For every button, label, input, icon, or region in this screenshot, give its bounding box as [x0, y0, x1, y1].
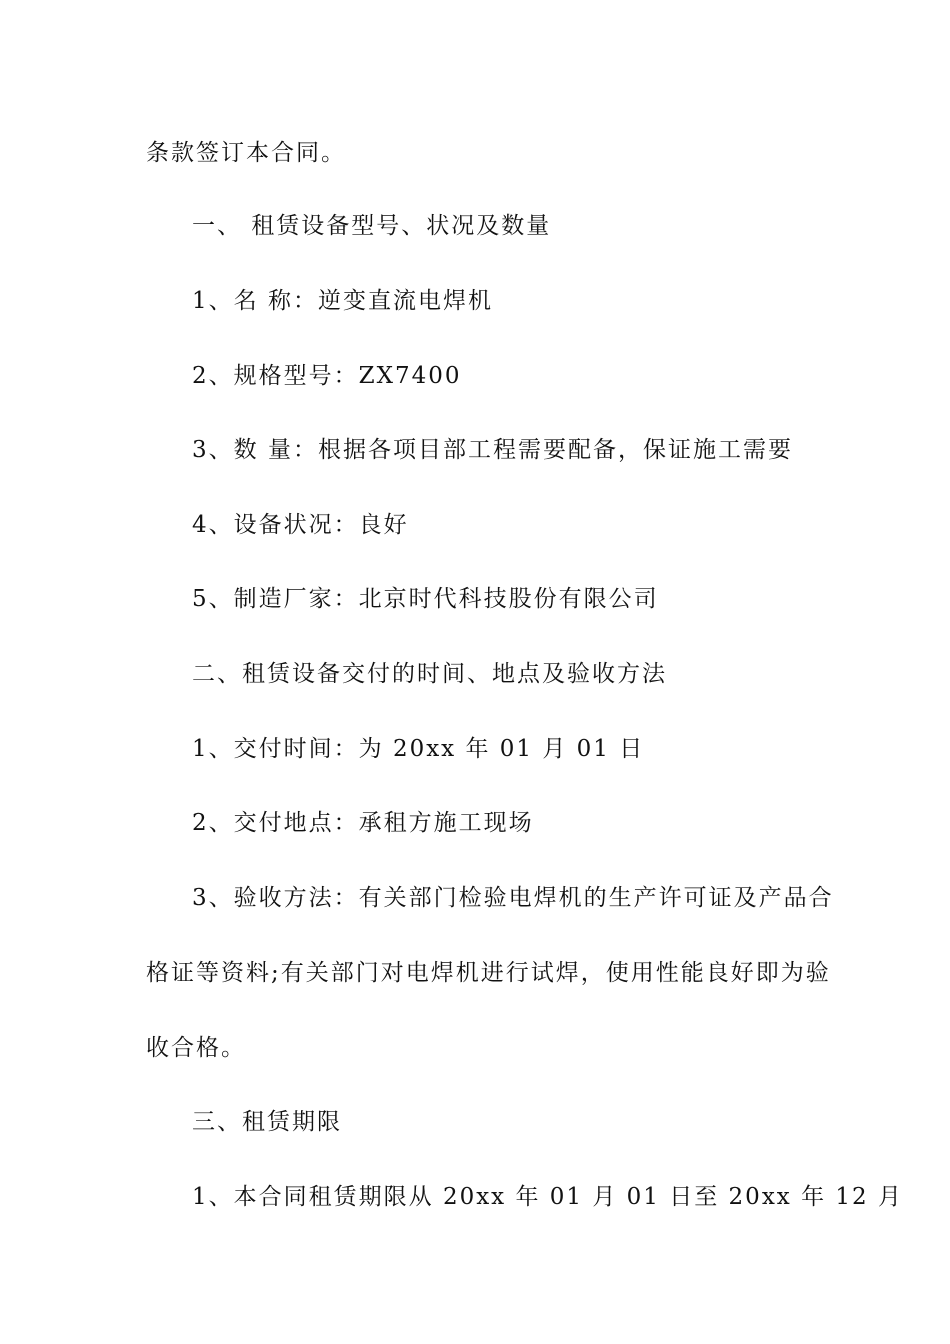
- item-manufacturer: 5、制造厂家：北京时代科技股份有限公司: [192, 586, 659, 612]
- section-heading-1: 一、 租赁设备型号、状况及数量: [192, 213, 552, 239]
- item-name: 1、名 称：逆变直流电焊机: [192, 288, 493, 314]
- item-acceptance-method: 3、验收方法：有关部门检验电焊机的生产许可证及产品合: [192, 885, 834, 911]
- item-delivery-time: 1、交付时间：为 20xx 年 01 月 01 日: [192, 736, 645, 762]
- item-model: 2、规格型号：ZX7400: [192, 363, 462, 389]
- text-line-continuation: 条款签订本合同。: [146, 140, 346, 166]
- section-heading-2: 二、租赁设备交付的时间、地点及验收方法: [192, 661, 667, 687]
- item-delivery-place: 2、交付地点：承租方施工现场: [192, 810, 534, 836]
- section-heading-3: 三、租赁期限: [192, 1109, 342, 1135]
- item-condition: 4、设备状况：良好: [192, 512, 409, 538]
- text-line-continuation: 格证等资料;有关部门对电焊机进行试焊，使用性能良好即为验: [146, 960, 831, 986]
- text-line-continuation: 收合格。: [146, 1035, 246, 1061]
- item-quantity: 3、数 量：根据各项目部工程需要配备，保证施工需要: [192, 437, 793, 463]
- item-lease-period: 1、本合同租赁期限从 20xx 年 01 月 01 日至 20xx 年 12 月: [192, 1184, 903, 1210]
